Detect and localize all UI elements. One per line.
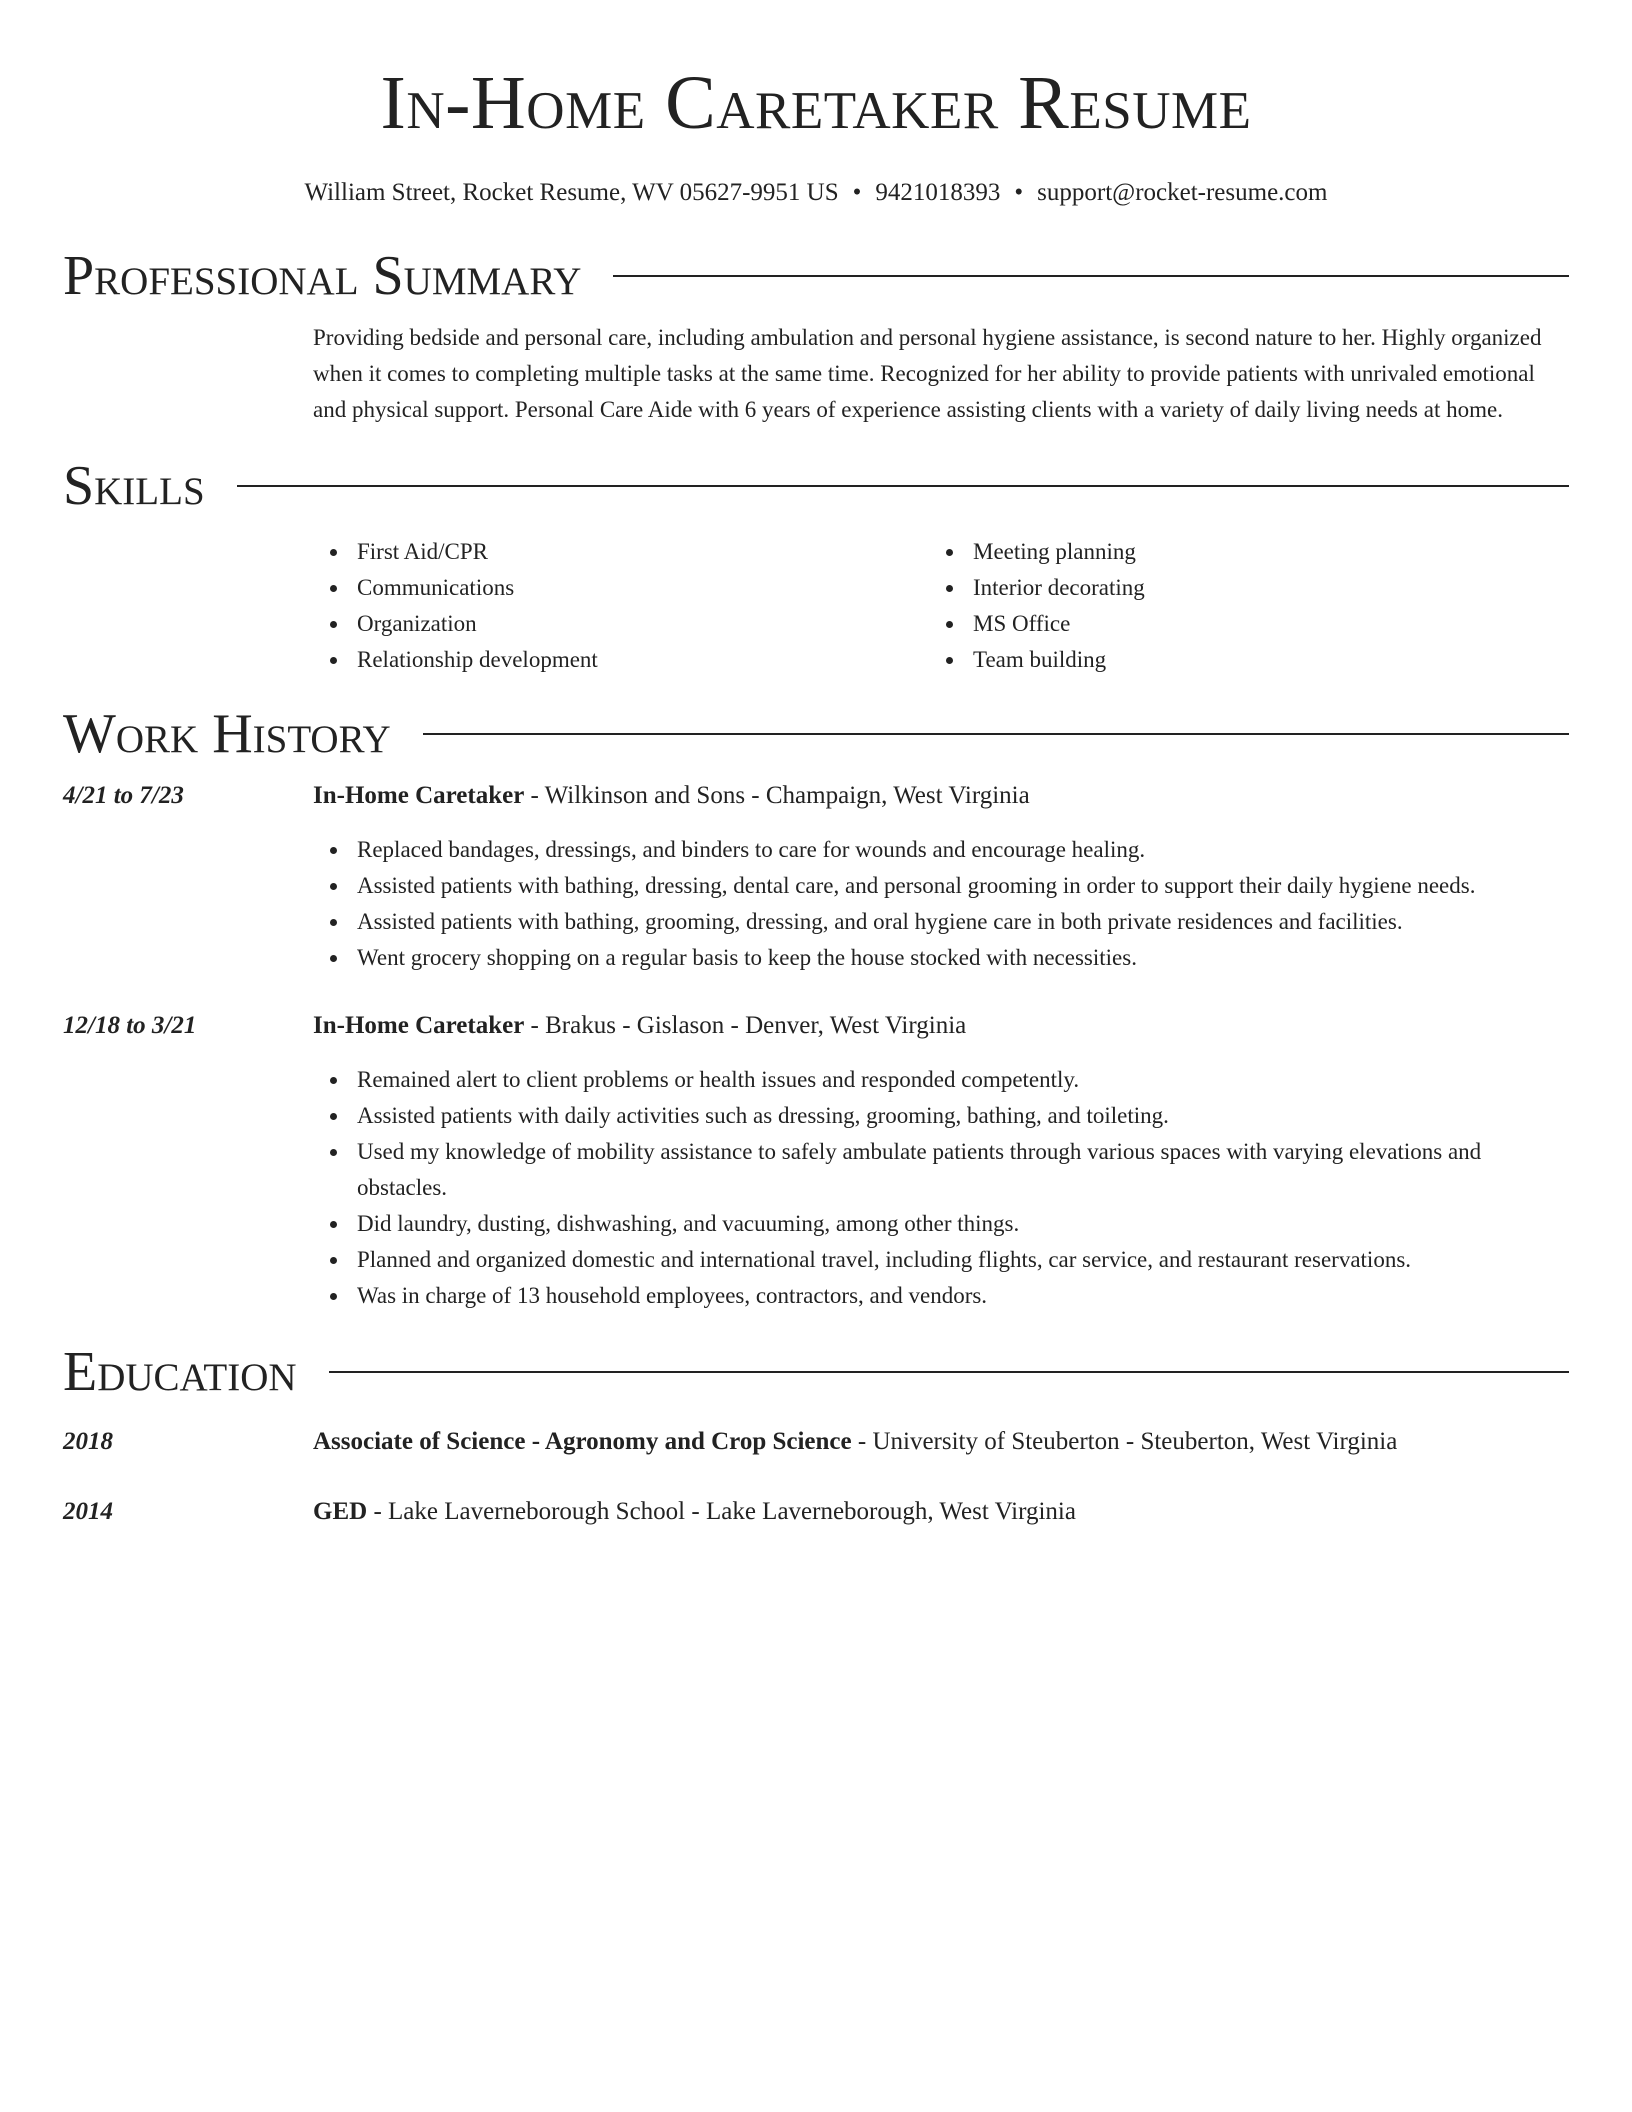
work-heading: Work History (63, 703, 391, 765)
job-heading (313, 1008, 1569, 1044)
skills-section (63, 456, 1569, 678)
job-heading (313, 778, 1569, 814)
skills-list (313, 534, 1569, 678)
section-divider (613, 275, 1569, 277)
job-body (313, 778, 1569, 976)
job-duty: Replaced bandages, dressings, and binders to care for wounds and encourage healing. (357, 832, 1569, 868)
skill-item: Communications (357, 570, 929, 606)
skill-item: MS Office (973, 606, 1545, 642)
work-header (63, 704, 1569, 764)
skill-item: First Aid/CPR (357, 534, 929, 570)
education-year: 2014 (63, 1498, 113, 1525)
job-duty: Went grocery shopping on a regular basis to keep the house stocked with necessities. (357, 940, 1569, 976)
education-school: - University of Steuberton - Steuberton, West Virginia (851, 1428, 1398, 1455)
job-duty: Assisted patients with daily activities such as dressing, grooming, bathing, and toileting. (357, 1098, 1569, 1134)
job-body (313, 1008, 1569, 1314)
job-duties (313, 1062, 1569, 1314)
job-duty: Planned and organized domestic and international travel, including flights, car service, and restaurant reservations. (357, 1242, 1569, 1278)
skills-column-right (929, 534, 1545, 678)
skill-item: Team building (973, 642, 1545, 678)
job-duty: Used my knowledge of mobility assistance to safely ambulate patients through various spaces with varying elevations and obstacles. (357, 1134, 1569, 1206)
work-section (63, 704, 1569, 1314)
contact-separator: • (1014, 179, 1024, 206)
job-duty: Assisted patients with bathing, grooming, dressing, and oral hygiene care in both private residences and facilities. (357, 904, 1569, 940)
skill-item: Relationship development (357, 642, 929, 678)
skills-header (63, 456, 1569, 516)
education-year: 2018 (63, 1428, 113, 1455)
job-duty: Did laundry, dusting, dishwashing, and vacuuming, among other things. (357, 1206, 1569, 1242)
skills-column-left (313, 534, 929, 678)
job-employer: - Brakus - Gislason - Denver, West Virginia (524, 1012, 967, 1039)
education-heading: Education (63, 1341, 297, 1403)
education-heading-line (313, 1494, 1569, 1530)
education-section (63, 1342, 1569, 1530)
job-duties (313, 832, 1569, 976)
section-divider (329, 1371, 1569, 1373)
section-divider (237, 485, 1569, 487)
contact-line (63, 176, 1569, 210)
contact-address: William Street, Rocket Resume, WV 05627-9951 US (304, 179, 839, 206)
job-title: In-Home Caretaker (313, 1012, 525, 1039)
skill-item: Meeting planning (973, 534, 1545, 570)
education-entry (63, 1494, 1569, 1530)
summary-header (63, 246, 1569, 306)
education-degree: GED (313, 1498, 368, 1525)
job-employer: - Wilkinson and Sons - Champaign, West Virginia (524, 782, 1030, 809)
skill-item: Interior decorating (973, 570, 1545, 606)
education-header (63, 1342, 1569, 1402)
education-school: - Lake Laverneborough School - Lake Laverneborough, West Virginia (367, 1498, 1076, 1525)
job-duty: Assisted patients with bathing, dressing, dental care, and personal grooming in order to support their daily hygiene needs. (357, 868, 1569, 904)
job-dates: 4/21 to 7/23 (63, 782, 184, 809)
job-title: In-Home Caretaker (313, 782, 525, 809)
skills-heading: Skills (63, 455, 205, 517)
job-duty: Remained alert to client problems or health issues and responded competently. (357, 1062, 1569, 1098)
resume-title: In-Home Caretaker Resume (380, 61, 1252, 145)
education-heading-line (313, 1424, 1569, 1460)
job-duty: Was in charge of 13 household employees, contractors, and vendors. (357, 1278, 1569, 1314)
summary-heading: Professional Summary (63, 245, 582, 307)
summary-text: Providing bedside and personal care, including ambulation and personal hygiene assistance, is second nature to her. Highly organized when it comes to completing multiple tasks at the same time. Recognized for her ability to provide patients with unrivaled emotional and physical support. Personal Care Aide with 6 years of experience assisting clients with a variety of daily living needs at home. (313, 325, 1542, 422)
education-degree: Associate of Science - Agronomy and Crop Science (313, 1428, 852, 1455)
summary-section (63, 246, 1569, 428)
job-entry (63, 1008, 1569, 1314)
contact-phone: 9421018393 (875, 179, 1001, 206)
contact-email: support@rocket-resume.com (1037, 179, 1328, 206)
skill-item: Organization (357, 606, 929, 642)
job-dates: 12/18 to 3/21 (63, 1012, 197, 1039)
section-divider (423, 733, 1569, 735)
contact-separator: • (852, 179, 862, 206)
job-entry (63, 778, 1569, 976)
education-entry (63, 1424, 1569, 1460)
